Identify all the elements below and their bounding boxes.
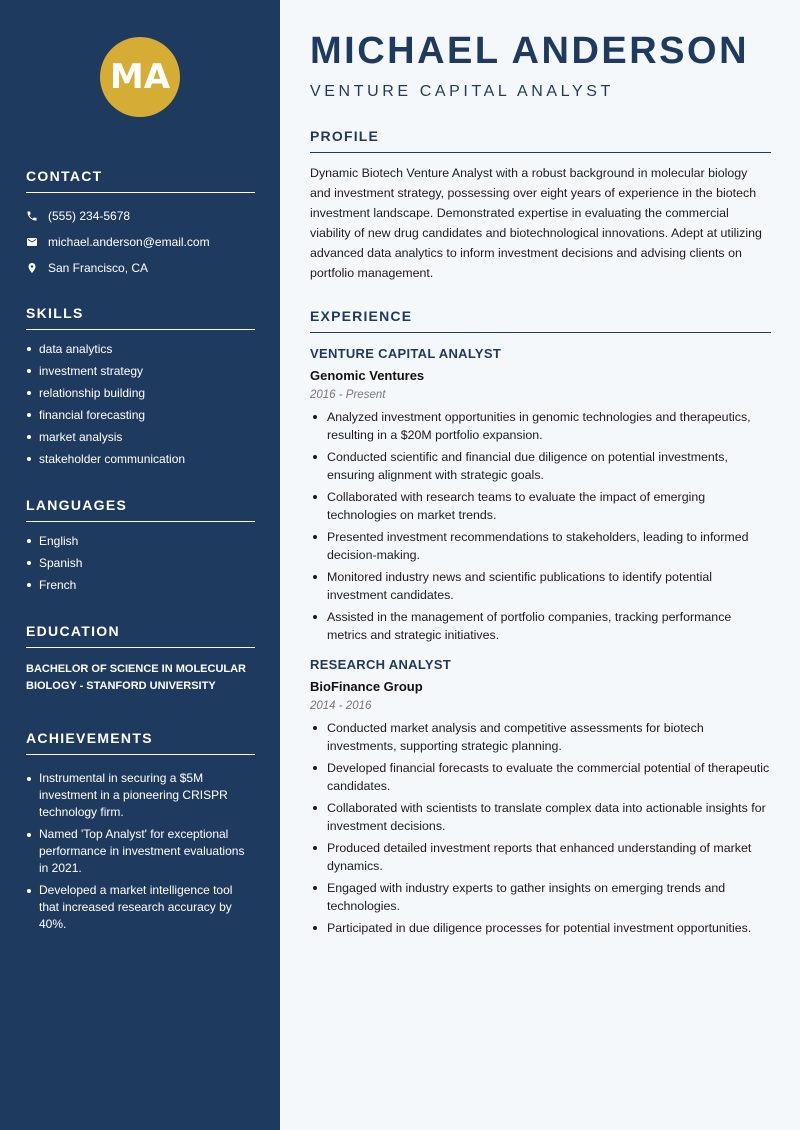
education-degree: BACHELOR OF SCIENCE IN MOLECULAR BIOLOGY - STANFORD UNIVERSITY xyxy=(26,663,246,692)
job-company: BioFinance Group xyxy=(310,679,423,694)
job-title: VENTURE CAPITAL ANALYST xyxy=(310,346,502,361)
avatar xyxy=(100,37,180,117)
achievements-list xyxy=(26,770,255,933)
job-company: Genomic Ventures xyxy=(310,368,425,383)
education-heading: EDUCATION xyxy=(26,623,255,648)
contact-location xyxy=(26,255,255,281)
job-dates: 2016 - Present xyxy=(310,389,386,401)
mail-icon xyxy=(26,236,48,248)
job-entry xyxy=(310,346,771,644)
skills-section xyxy=(26,305,255,470)
list-item: relationship building xyxy=(26,382,255,404)
experience-heading: EXPERIENCE xyxy=(310,308,771,333)
list-item: Developed financial forecasts to evaluate the commercial potential of therapeutic candidates. xyxy=(310,759,771,795)
list-item: financial forecasting xyxy=(26,404,255,426)
list-item: Conducted market analysis and competitive assessments for biotech investments, supporting strategic planning. xyxy=(310,719,771,755)
list-item: investment strategy xyxy=(26,360,255,382)
experience-section xyxy=(310,308,771,941)
phone-text: (555) 234-5678 xyxy=(48,209,131,223)
job-bullets xyxy=(310,719,771,937)
candidate-name: MICHAEL ANDERSON xyxy=(310,30,750,72)
profile-heading: PROFILE xyxy=(310,128,771,153)
list-item: Named 'Top Analyst' for exceptional performance in investment evaluations in 2021. xyxy=(26,826,255,877)
skills-heading: SKILLS xyxy=(26,305,255,330)
email-text: michael.anderson@email.com xyxy=(48,235,210,249)
profile-text: Dynamic Biotech Venture Analyst with a robust background in molecular biology and investment strategy, possessing over eight years of experience in the biotech investment landscape. Demonstrated expertise in evaluating the commercial viability of new drug candidates and biotechnological innovations. Adept at utilizing advanced data analytics to inform investment decisions and advising clients on portfolio management. xyxy=(310,166,762,280)
list-item: Monitored industry news and scientific publications to identify potential investment candidates. xyxy=(310,568,771,604)
languages-heading: LANGUAGES xyxy=(26,497,255,522)
list-item: Engaged with industry experts to gather insights on emerging trends and technologies. xyxy=(310,879,771,915)
list-item: Collaborated with scientists to translate complex data into actionable insights for investment decisions. xyxy=(310,799,771,835)
list-item: data analytics xyxy=(26,338,255,360)
location-text: San Francisco, CA xyxy=(48,261,149,275)
job-title: RESEARCH ANALYST xyxy=(310,657,452,672)
avatar-initials: MA xyxy=(109,57,171,97)
list-item: Participated in due diligence processes for potential investment opportunities. xyxy=(310,919,771,937)
job-bullets xyxy=(310,408,771,644)
phone-icon xyxy=(26,210,48,222)
contact-phone xyxy=(26,203,255,229)
list-item: Presented investment recommendations to stakeholders, leading to informed decision-making. xyxy=(310,528,771,564)
languages-section xyxy=(26,497,255,596)
list-item: Instrumental in securing a $5M investment in a pioneering CRISPR technology firm. xyxy=(26,770,255,821)
languages-list xyxy=(26,530,255,596)
list-item: Spanish xyxy=(26,552,255,574)
education-section xyxy=(26,623,255,695)
profile-section xyxy=(310,128,771,283)
list-item: English xyxy=(26,530,255,552)
skills-list xyxy=(26,338,255,470)
list-item: market analysis xyxy=(26,426,255,448)
contact-email xyxy=(26,229,255,255)
achievements-heading: ACHIEVEMENTS xyxy=(26,730,255,755)
list-item: Conducted scientific and financial due diligence on potential investments, ensuring alignment with strategic goals. xyxy=(310,448,771,484)
list-item: French xyxy=(26,574,255,596)
job-dates: 2014 - 2016 xyxy=(310,700,372,712)
job-entry xyxy=(310,657,771,937)
list-item: Collaborated with research teams to evaluate the impact of emerging technologies on market trends. xyxy=(310,488,771,524)
achievements-section xyxy=(26,730,255,938)
list-item: Developed a market intelligence tool that increased research accuracy by 40%. xyxy=(26,882,255,933)
contact-heading: CONTACT xyxy=(26,168,255,193)
contact-section xyxy=(26,168,255,281)
list-item: Analyzed investment opportunities in genomic technologies and therapeutics, resulting in a $20M portfolio expansion. xyxy=(310,408,771,444)
candidate-title: VENTURE CAPITAL ANALYST xyxy=(310,83,614,100)
sidebar xyxy=(0,0,280,1130)
list-item: stakeholder communication xyxy=(26,448,255,470)
location-pin-icon xyxy=(26,262,48,274)
list-item: Produced detailed investment reports that enhanced understanding of market dynamics. xyxy=(310,839,771,875)
list-item: Assisted in the management of portfolio companies, tracking performance metrics and strategic initiatives. xyxy=(310,608,771,644)
